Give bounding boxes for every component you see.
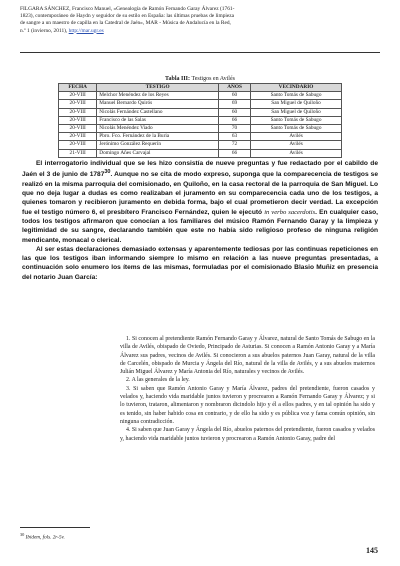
table-row	[59, 100, 342, 108]
citation-header	[20, 6, 374, 35]
cell-anos: 60	[219, 108, 251, 116]
table-row	[59, 149, 342, 157]
paragraph-2: Al ser estas declaraciones demasiado extensas y aparentemente tediosas por las continuas repeticiones en las que los testigos iban informando siempre lo mismo en relación a las nueve preguntas presentadas, a continuación solo enumero los ítems de las mismas, formuladas por el comisionado Blasio Muñiz en presencia del notario Juan García:	[22, 245, 378, 281]
question-item: 3. Si saben que Ramón Antonio Garay y María Álvarez, padres del pretendiente, fueron casados y velados y, haciendo vida maridable juntos tuvieron y procrearon a Ramón Fernando Garay y Álvarez; y si lo tuvieron, trataron, alimentaron y nombraron dicindolo hijo y él a ellos padres, y en tal opinión ha sido y es tenido, sin haber habido cosa en contrario, y de ello ha sido y es pública voz y fama común opinión, sin ninguna contradicción.	[120, 385, 375, 425]
cell-anos: 72	[219, 141, 251, 149]
paragraph-1-part-a: El interrogatorio individual que se les hizo consistía de nueve preguntas y fue redactado por el cabildo de Jaén el 3 de junio de 1787	[22, 160, 378, 179]
table-title-label: Tabla III:	[165, 76, 190, 82]
cell-testigo: Pbro. Fco. Fernández de la Buria	[97, 133, 219, 141]
footnote-text: Ibidem, fols. 2r-5v.	[25, 534, 65, 541]
cell-testigo: Nicolás Menéndez Viado	[97, 125, 219, 133]
citation-issue: n.º 1 (invierno, 2011),	[20, 27, 68, 34]
citation-line-4	[20, 28, 374, 35]
table-title	[58, 75, 342, 83]
question-item: 4. Si saben que Juan Garay y Ángela del Río, abuelos paternos del pretendiente, fueron casados y velados y, haciendo vida maridable juntos tuvieron y procrearon a Ramón Antonio Garay, padre del	[120, 427, 375, 442]
journal-link[interactable]: http://mar.ugr.es	[68, 27, 104, 34]
col-vecindario: VECINDARIO	[251, 84, 342, 92]
cell-vecindario: Avilés	[251, 133, 342, 141]
cell-anos: 69	[219, 100, 251, 108]
cell-fecha: 20-VIII	[59, 133, 97, 141]
cell-anos: 66	[219, 116, 251, 124]
table-row	[59, 108, 342, 116]
cell-vecindario: Santo Tomás de Sabugo	[251, 116, 342, 124]
question-list	[120, 335, 375, 443]
table-row	[59, 141, 342, 149]
page-number: 145	[366, 546, 378, 555]
footnote	[20, 532, 65, 541]
cell-vecindario: Santo Tomás de Sabugo	[251, 125, 342, 133]
cell-anos: 63	[219, 133, 251, 141]
citation-line-1: FILGARA SÁNCHEZ, Francisco Manuel, «Genealogía de Ramón Fernando Garay Álvarez (1761-	[20, 6, 235, 12]
col-testigo: TESTIGO	[97, 84, 219, 92]
paragraph-1-part-c: . En cualquier caso, todos los testigos afirmaron que conocían a los familiares del músico Ramón Fernando Garay y la limpieza y legitimidad de su sangre, declarando también que este no había sido religioso profeso de ninguna religión mendicante, monacal o clerical.	[22, 208, 378, 244]
cell-fecha: 20-VIII	[59, 116, 97, 124]
body-text	[22, 159, 378, 282]
table-title-text: Testigos en Avilés	[191, 76, 235, 82]
paragraph-1	[22, 159, 378, 245]
question-item: 1. Si conocen al pretendiente Ramón Fernando Garay y Álvarez, natural de Santo Tomás de Sabugo en la villa de Avilés, obispado de Oviedo, Principado de Asturias. Si conocen a Ramón Antonio Garay y a María Álvarez sus padres, vecinos de Avilés. Si conocieron a sus abuelos paternos Juan Garay, natural de la villa de Carcelén, obispado de Murcia y Ángela del Río, natural de la villa de Avilés, y a sus abuelos maternos Julián Miguel Álvarez y María Antonia del Río, naturales y vecinos de Avilés.	[120, 336, 375, 376]
cell-anos: 70	[219, 125, 251, 133]
cell-testigo: Francisco de las Salas	[97, 116, 219, 124]
cell-anos: 66	[219, 149, 251, 157]
col-fecha: FECHA	[59, 84, 97, 92]
witness-table-section	[58, 75, 342, 158]
witness-table	[58, 83, 342, 158]
cell-vecindario: San Miguel de Quiloño	[251, 100, 342, 108]
table-row	[59, 116, 342, 124]
cell-testigo: Melchor Menéndez de los Reyes	[97, 92, 219, 100]
table-row	[59, 92, 342, 100]
cell-testigo: Nicolás Fernández Castellano	[97, 108, 219, 116]
cell-testigo: Domingo Añes Carvajal	[97, 149, 219, 157]
cell-vecindario: Avilés	[251, 149, 342, 157]
cell-vecindario: Santo Tomás de Sabugo	[251, 92, 342, 100]
header-divider	[20, 52, 380, 53]
cell-testigo: Jerónimo González Requerín	[97, 141, 219, 149]
paragraph-1-part-b: . Aunque no se cita de modo expreso, suponga que la comparecencia de testigos se realizó en la misma parroquia del comisionado, en Quiloño, en la casa rectoral de la parroquia de San Miguel. Lo que no deja lugar a dudas es como realizaban el juramento en su comparecencia cada uno de los testigos, a quienes tomaron y recibieron juramento en debida forma, bajo el cual prometieron decir verdad. La excepción fue el testigo número 6, el presbítero Francisco Fernández, quien le ejecutó	[22, 171, 379, 216]
footnote-ref[interactable]: 30	[104, 169, 111, 176]
cell-anos: 60	[219, 92, 251, 100]
table-header-row	[59, 84, 342, 92]
question-item: 2. A las generales de la ley.	[126, 377, 190, 384]
col-anos: AÑOS	[219, 84, 251, 92]
cell-vecindario: San Miguel de Quiloño	[251, 108, 342, 116]
table-row	[59, 125, 342, 133]
cell-fecha: 20-VIII	[59, 100, 97, 108]
citation-line-2: 1823), contemporáneo de Haydn y seguidor de su estilo en España: las últimas pruebas de limpieza	[20, 13, 235, 20]
footnote-divider	[20, 527, 90, 528]
cell-fecha: 21-VIII	[59, 149, 97, 157]
cell-fecha: 20-VIII	[59, 141, 97, 149]
footnote-number: 30	[20, 532, 25, 537]
citation-line-3: de sangre a un maestro de capilla en la Catedral de Jaén», MAR - Música de Andalucía en la Red,	[20, 20, 231, 27]
table-row	[59, 133, 342, 141]
cell-testigo: Manuel Bernardo Quirós	[97, 100, 219, 108]
cell-vecindario: Avilés	[251, 141, 342, 149]
cell-fecha: 20-VIII	[59, 92, 97, 100]
cell-fecha: 20-VIII	[59, 125, 97, 133]
cell-fecha: 20-VIII	[59, 108, 97, 116]
latin-phrase: in verbo sacerdotis	[264, 208, 316, 216]
